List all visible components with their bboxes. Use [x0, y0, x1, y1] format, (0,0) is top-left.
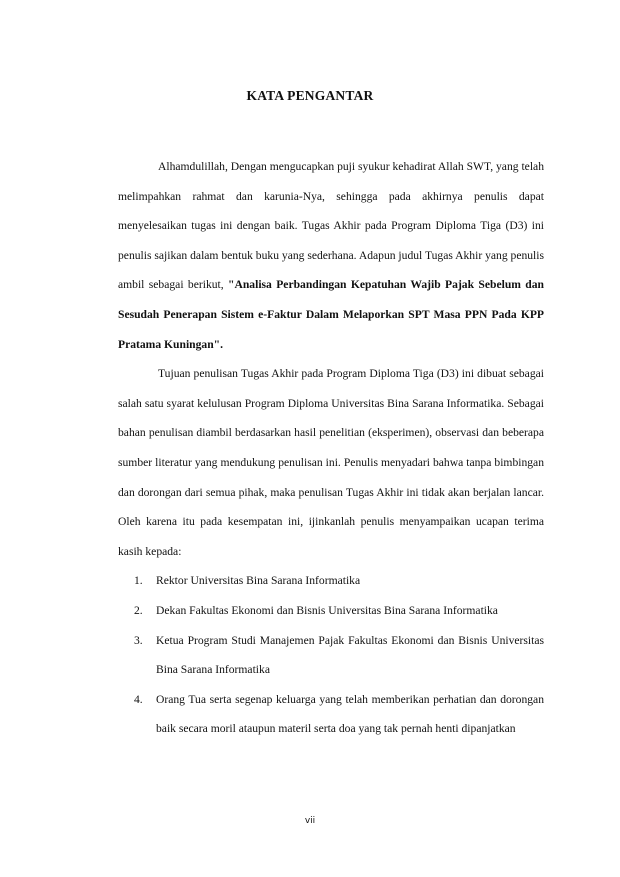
list-item: [118, 685, 544, 744]
list-item: [118, 596, 544, 626]
paragraph-purpose: Tujuan penulisan Tugas Akhir pada Program Diploma Tiga (D3) ini dibuat sebagai salah satu syarat kelulusan Program Diploma Universitas Bina Sarana Informatika. Sebagai bahan penulisan diambil berdasarkan hasil penelitian (eksperimen), observasi dan beberapa sumber literatur yang mendukung penulisan ini. Penulis menyadari bahwa tanpa bimbingan dan dorongan dari semua pihak, maka penulisan Tugas Akhir ini tidak akan berjalan lancar. Oleh karena itu pada kesempatan ini, ijinkanlah penulis menyampaikan ucapan terima kasih kepada:: [118, 367, 544, 558]
list-item-text: Orang Tua serta segenap keluarga yang telah memberikan perhatian dan dorongan baik secara moril ataupun materil serta doa yang tak pernah henti dipanjatkan: [156, 692, 544, 736]
list-item-text: Dekan Fakultas Ekonomi dan Bisnis Universitas Bina Sarana Informatika: [156, 603, 498, 617]
paragraph-intro-text: Alhamdulillah, Dengan mengucapkan puji syukur kehadirat Allah SWT, yang telah melimpahkan rahmat dan karunia-Nya, sehingga pada akhirnya penulis dapat menyelesaikan tugas ini dengan baik. Tugas Akhir pada Program Diploma Tiga (D3) ini penulis sajikan dalam bentuk buku yang sederhana. Adapun judul Tugas Akhir yang penulis ambil sebagai berikut,: [118, 160, 545, 292]
list-item: [118, 566, 544, 596]
list-item-text: Rektor Universitas Bina Sarana Informatika: [156, 574, 361, 588]
paragraph-intro: [118, 152, 544, 359]
acknowledgement-list: [118, 566, 544, 744]
list-item-number: 1.: [134, 574, 143, 588]
list-item-number: 2.: [134, 603, 143, 617]
thesis-title: "Analisa Perbandingan Kepatuhan Wajib Pajak Sebelum dan Sesudah Penerapan Sistem e-Faktur Dalam Melaporkan SPT Masa PPN Pada KPP Pratama Kuningan".: [118, 278, 545, 351]
page-title: KATA PENGANTAR: [246, 88, 374, 103]
list-item: [118, 626, 544, 685]
list-item-number: 3.: [134, 633, 143, 647]
list-item-number: 4.: [134, 692, 143, 706]
list-item-text: Ketua Program Studi Manajemen Pajak Fakultas Ekonomi dan Bisnis Universitas Bina Sarana Informatika: [156, 633, 544, 677]
document-body: [118, 152, 544, 744]
page-number: vii: [304, 816, 316, 826]
